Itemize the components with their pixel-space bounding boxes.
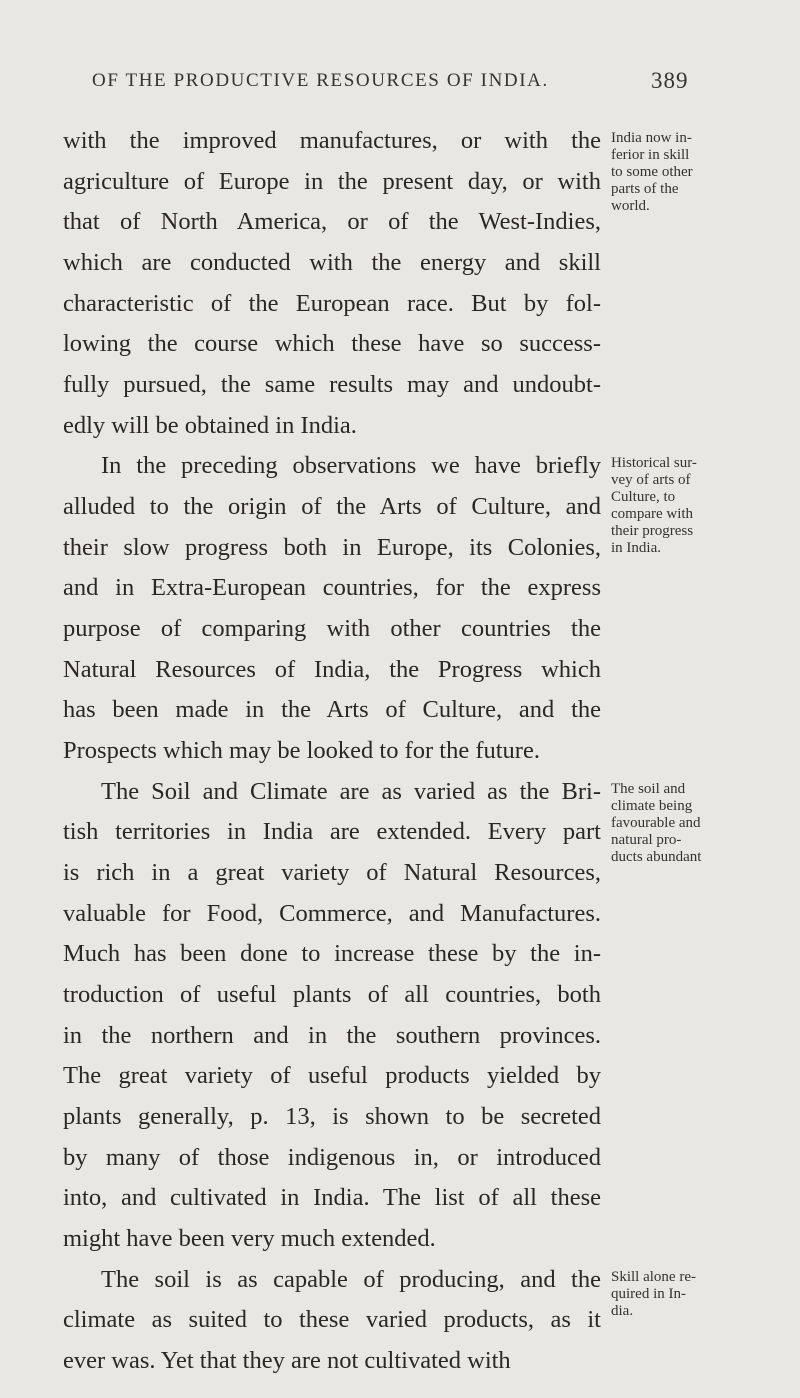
page-number: 389	[651, 68, 689, 93]
margin-note-line: in India.	[611, 540, 661, 556]
text-line: The great variety of useful products yielded by	[63, 1062, 601, 1089]
margin-note-line: Historical sur-	[611, 455, 697, 471]
margin-note	[611, 455, 796, 557]
margin-note	[611, 1269, 796, 1320]
margin-note	[611, 781, 796, 866]
text-line: into, and cultivated in India. The list of all these	[63, 1184, 601, 1211]
margin-note-line: The soil and	[611, 781, 686, 797]
text-line: The soil is as capable of producing, and the	[101, 1266, 601, 1293]
text-line: characteristic of the European race. But by fol-	[63, 290, 601, 317]
margin-note-line: quired in In-	[611, 1286, 686, 1302]
margin-note-line: ferior in skill	[611, 147, 690, 163]
margin-note-line: world.	[611, 198, 650, 214]
margin-note-line: their progress	[611, 523, 694, 539]
text-line: which are conducted with the energy and skill	[63, 249, 601, 276]
text-line: climate as suited to these varied products, as it	[63, 1306, 601, 1333]
text-line: ever was. Yet that they are not cultivated with	[63, 1347, 511, 1374]
text-line: alluded to the origin of the Arts of Culture, and	[63, 493, 601, 520]
margin-note-line: natural pro-	[611, 832, 682, 848]
text-line: purpose of comparing with other countries the	[63, 615, 601, 642]
text-line: has been made in the Arts of Culture, and the	[63, 696, 601, 723]
text-line: troduction of useful plants of all countries, both	[63, 981, 601, 1008]
margin-note-line: climate being	[611, 798, 693, 814]
paragraph-start: The Soil and Climate are as varied as the Bri-	[101, 778, 601, 805]
margin-note-line: dia.	[611, 1303, 634, 1319]
text-line: Natural Resources of India, the Progress which	[63, 656, 601, 683]
running-title: OF THE PRODUCTIVE RESOURCES OF INDIA.	[92, 70, 549, 91]
paragraph-start: In the preceding observations we have briefly	[101, 452, 601, 479]
text-line: Much has been done to increase these by the in-	[63, 940, 601, 967]
text-line: plants generally, p. 13, is shown to be secreted	[63, 1103, 601, 1130]
text-line: their slow progress both in Europe, its Colonies,	[63, 534, 601, 561]
text-line: in the northern and in the southern provinces.	[63, 1022, 601, 1049]
margin-note-line: to some other	[611, 164, 693, 180]
text-line: Prospects which may be looked to for the future.	[63, 737, 540, 764]
text-line: is rich in a great variety of Natural Resources,	[63, 859, 601, 886]
text-line: and in Extra-European countries, for the express	[63, 574, 601, 601]
text-line: lowing the course which these have so success-	[63, 330, 601, 357]
running-header	[92, 70, 742, 92]
margin-note	[611, 130, 796, 215]
text-line: that of North America, or of the West-Indies,	[63, 208, 601, 235]
text-line: might have been very much extended.	[63, 1225, 436, 1252]
margin-note-line: Culture, to	[611, 489, 676, 505]
margin-note-line: Skill alone re-	[611, 1269, 696, 1285]
text-line: fully pursued, the same results may and undoubt-	[63, 371, 601, 398]
margin-note-line: vey of arts of	[611, 472, 691, 488]
margin-note-line: parts of the	[611, 181, 679, 197]
text-line: valuable for Food, Commerce, and Manufactures.	[63, 900, 601, 927]
text-line: with the improved manufactures, or with the	[63, 127, 601, 154]
text-line: agriculture of Europe in the present day, or with	[63, 168, 601, 195]
margin-note-line: ducts abundant	[611, 849, 702, 865]
text-line: by many of those indigenous in, or introduced	[63, 1144, 601, 1171]
text-line: edly will be obtained in India.	[63, 412, 357, 439]
margin-note-line: compare with	[611, 506, 694, 522]
text-line: tish territories in India are extended. Every part	[63, 818, 601, 845]
margin-note-line: favourable and	[611, 815, 701, 831]
margin-note-line: India now in-	[611, 130, 692, 146]
